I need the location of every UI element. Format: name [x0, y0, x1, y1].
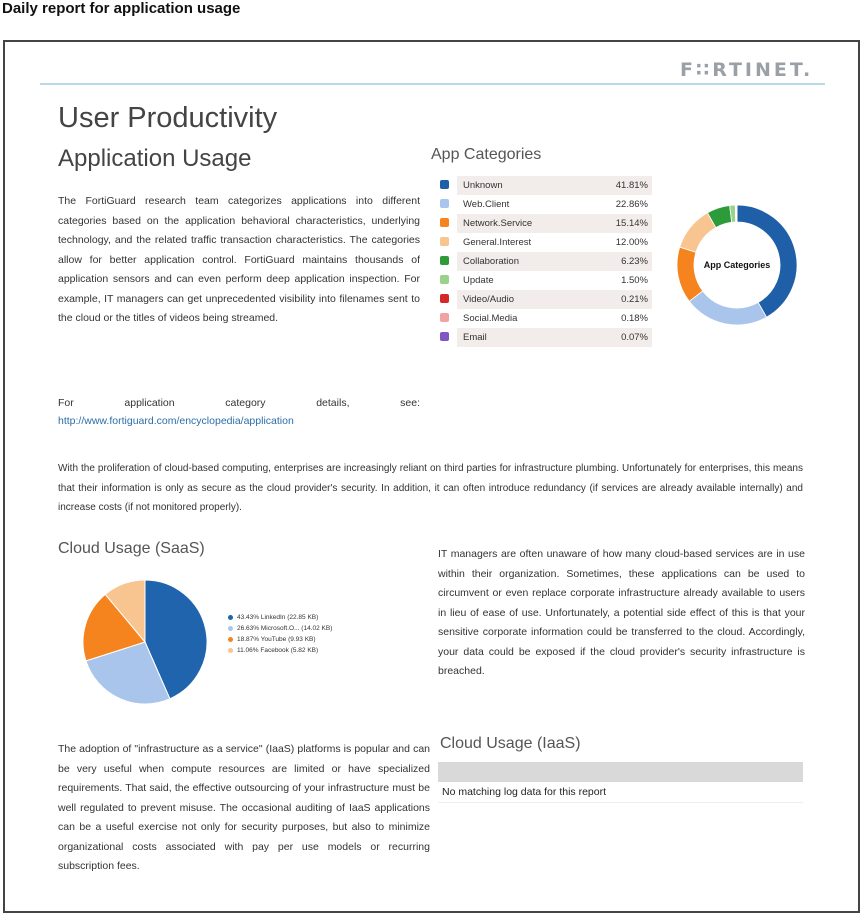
legend-swatch — [228, 648, 233, 653]
category-icon — [440, 199, 449, 208]
category-icon — [440, 332, 449, 341]
category-icon-cell — [431, 176, 457, 195]
category-name: Social.Media — [463, 313, 518, 324]
category-icon-cell — [431, 233, 457, 252]
details-line: For application category details, see: — [58, 397, 420, 409]
category-percent: 0.18% — [621, 313, 648, 324]
category-row — [431, 233, 652, 252]
category-icon — [440, 180, 449, 189]
category-row — [431, 252, 652, 271]
category-name: Email — [457, 328, 593, 347]
category-icon — [440, 218, 449, 227]
page-title: User Productivity — [58, 102, 278, 134]
category-icon-cell — [431, 271, 457, 290]
category-row — [431, 328, 652, 347]
category-icon-cell — [431, 214, 457, 233]
donut-label: App Categories — [703, 260, 771, 270]
category-percent: 22.86% — [615, 199, 648, 210]
category-icon — [440, 313, 449, 322]
app-categories-heading: App Categories — [431, 146, 542, 163]
iaas-table — [438, 762, 803, 803]
category-row — [431, 214, 652, 233]
cloud-paragraph: With the proliferation of cloud-based computing, enterprises are increasingly reliant on third parties for infrastructure plumbing. Unfortunately for enterprises, this means that their information is only as secure as the cloud provider's security. In addition, it can often introduce redundancy (if services are already available internally) and increase costs (if not monitored properly). — [58, 463, 803, 513]
fortinet-logo: F∷RTINET. — [680, 59, 814, 81]
category-name: Video/Audio — [457, 290, 593, 309]
category-icon-cell — [431, 328, 457, 347]
category-icon — [440, 275, 449, 284]
header-divider — [40, 83, 825, 85]
encyclopedia-link[interactable]: http://www.fortiguard.com/encyclopedia/application — [58, 415, 294, 427]
donut-slice — [689, 291, 766, 325]
legend-swatch — [228, 626, 233, 631]
app-categories-donut — [674, 202, 800, 328]
saas-heading: Cloud Usage (SaaS) — [58, 540, 205, 557]
category-row — [431, 271, 652, 290]
donut-slice — [677, 247, 703, 301]
category-icon-cell — [431, 252, 457, 271]
category-row — [431, 309, 652, 328]
category-percent: 6.23% — [593, 252, 652, 271]
category-row — [431, 290, 652, 309]
section-title-application-usage: Application Usage — [58, 145, 252, 172]
category-icon — [440, 294, 449, 303]
category-row — [431, 195, 652, 214]
saas-legend — [228, 612, 332, 656]
category-percent: 1.50% — [621, 275, 648, 286]
category-percent: 0.07% — [593, 328, 652, 347]
legend-swatch — [228, 615, 233, 620]
category-percent: 15.14% — [593, 214, 652, 233]
category-percent: 0.21% — [593, 290, 652, 309]
category-name: Unknown — [457, 176, 593, 195]
category-icon-cell — [431, 309, 457, 328]
legend-item-microsoft: 26.63% Microsoft.O... (14.02 KB) — [228, 623, 332, 634]
report-caption: Daily report for application usage — [2, 0, 241, 17]
category-row — [431, 176, 652, 195]
category-name: Network.Service — [457, 214, 593, 233]
category-percent: 12.00% — [615, 237, 648, 248]
intro-paragraph: The FortiGuard research team categorizes applications into different categories based on the application behavioral characteristics, underlying technology, and the related traffic transaction characteristics. The categories allow for better application control. FortiGuard maintains thousands of application sensors and can even perform deep application inspection. For example, IT managers can get unprecedented visibility into filenames sent to the cloud or the titles of videos being streamed. — [58, 195, 420, 324]
iaas-paragraph: The adoption of "infrastructure as a service" (IaaS) platforms is popular and can be very useful when compute resources are limited or have specialized requirements. That said, the effective outsourcing of your infrastructure must be well regulated to prevent misuse. The occasional auditing of IaaS applications can be a useful exercise not only for security purposes, but also to minimize organizational costs associated with pay per use models or recurring subscription fees. — [58, 743, 430, 872]
app-categories-table — [431, 176, 652, 347]
iaas-heading: Cloud Usage (IaaS) — [440, 735, 581, 752]
category-name: Collaboration — [457, 252, 593, 271]
iaas-empty-message: No matching log data for this report — [438, 782, 803, 803]
legend-item-youtube: 18.87% YouTube (9.93 KB) — [228, 634, 332, 645]
category-icon-cell — [431, 290, 457, 309]
category-name: Web.Client — [463, 199, 510, 210]
category-icon — [440, 256, 449, 265]
saas-pie-chart — [78, 575, 212, 709]
legend-item-facebook: 11.06% Facebook (5.82 KB) — [228, 645, 332, 656]
category-icon — [440, 237, 449, 246]
category-icon-cell — [431, 195, 457, 214]
category-name: General.Interest — [463, 237, 532, 248]
saas-side-paragraph: IT managers are often unaware of how many cloud-based services are in use within their organization. Sometimes, these applications can be used to circumvent or even replace corporate infrastructure already available to users in lieu of ease of use. Unfortunately, a potential side effect of this is that your sensitive corporate information could be transferred to the cloud. Accordingly, your data could be exposed if the cloud provider's security infrastructure is breached. — [438, 548, 805, 677]
legend-item-linkedin: 43.43% LinkedIn (22.85 KB) — [228, 612, 332, 623]
category-name: Update — [463, 275, 494, 286]
category-percent: 41.81% — [593, 176, 652, 195]
iaas-table-header — [438, 762, 803, 782]
legend-swatch — [228, 637, 233, 642]
